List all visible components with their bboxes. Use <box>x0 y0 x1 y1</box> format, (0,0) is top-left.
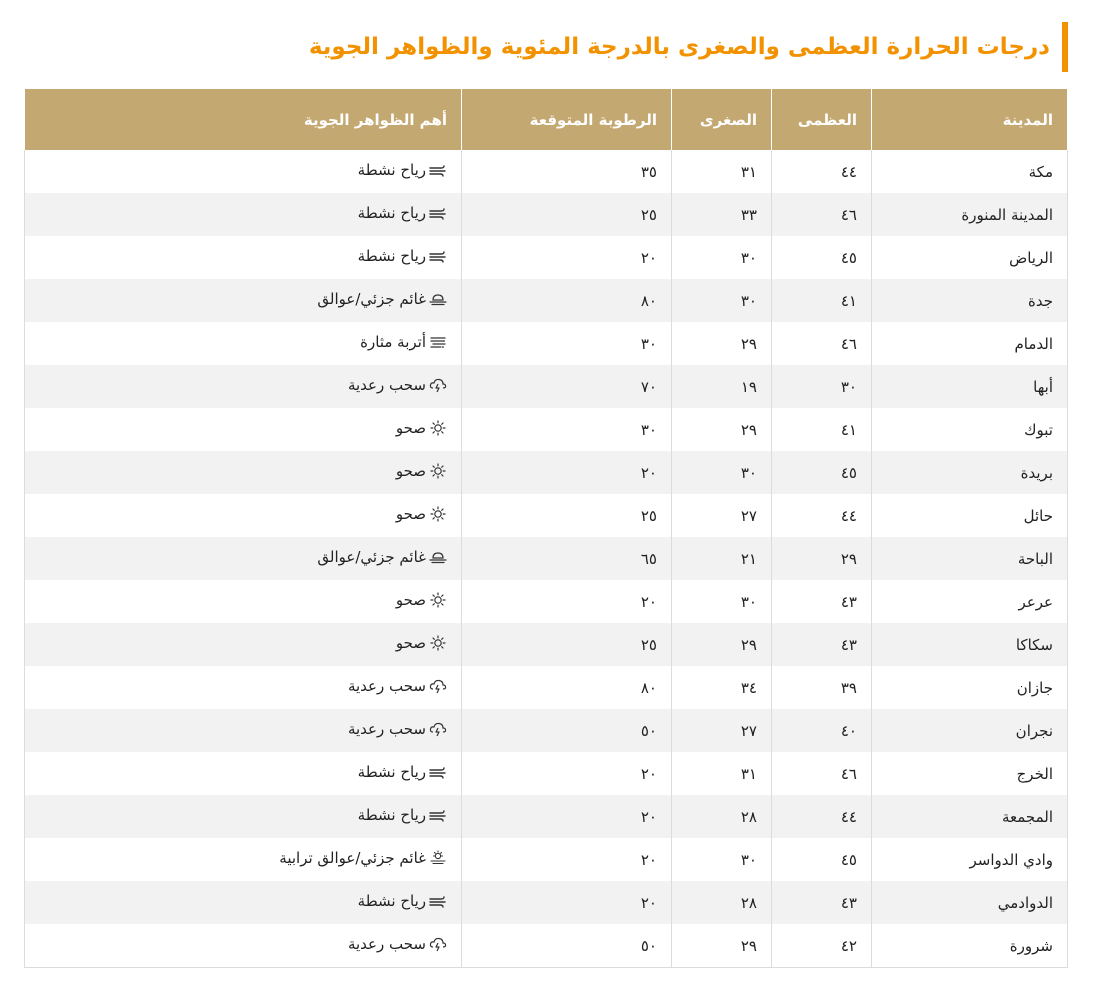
cell-city: حائل <box>872 494 1068 537</box>
cell-humidity: ٥٠ <box>462 924 672 968</box>
phenomenon <box>279 849 447 867</box>
wind-icon <box>429 205 447 221</box>
table-row <box>25 451 1068 494</box>
phenomenon <box>348 677 447 695</box>
sun-icon <box>429 635 447 651</box>
header-min: الصغرى <box>672 89 772 150</box>
cell-min-temp: ٣٠ <box>672 580 772 623</box>
cell-phenomenon <box>25 236 462 279</box>
phenomenon <box>348 376 447 394</box>
phenomenon <box>396 634 447 652</box>
table-row <box>25 709 1068 752</box>
table-row <box>25 752 1068 795</box>
thunder-cloud-icon <box>429 936 447 952</box>
cell-max-temp: ٤٣ <box>772 580 872 623</box>
table-row <box>25 623 1068 666</box>
title-accent-bar <box>1062 22 1068 72</box>
cell-city: جازان <box>872 666 1068 709</box>
cell-phenomenon <box>25 924 462 968</box>
table-row <box>25 322 1068 365</box>
table-row <box>25 838 1068 881</box>
cell-humidity: ٨٠ <box>462 279 672 322</box>
sun-icon <box>429 420 447 436</box>
cell-min-temp: ٣٠ <box>672 451 772 494</box>
cell-max-temp: ٤١ <box>772 279 872 322</box>
cell-min-temp: ٢٧ <box>672 494 772 537</box>
cell-max-temp: ٤٥ <box>772 451 872 494</box>
thunder-cloud-icon <box>429 678 447 694</box>
cell-max-temp: ٤٤ <box>772 795 872 838</box>
cell-city: الدوادمي <box>872 881 1068 924</box>
table-row <box>25 666 1068 709</box>
phenomenon-label: غائم جزئي/عوالق ترابية <box>279 849 426 867</box>
cell-city: الباحة <box>872 537 1068 580</box>
cell-phenomenon <box>25 322 462 365</box>
table-row <box>25 494 1068 537</box>
phenomenon <box>348 720 447 738</box>
phenomenon <box>358 204 447 222</box>
cell-city: الدمام <box>872 322 1068 365</box>
weather-table <box>24 89 1068 968</box>
cell-min-temp: ٣١ <box>672 752 772 795</box>
cell-min-temp: ٢٩ <box>672 322 772 365</box>
cell-city: سكاكا <box>872 623 1068 666</box>
cell-max-temp: ٤٤ <box>772 494 872 537</box>
table-row <box>25 150 1068 193</box>
wind-icon <box>429 248 447 264</box>
phenomenon-label: سحب رعدية <box>347 935 426 953</box>
phenomenon-label: رياح نشطة <box>357 763 426 781</box>
cell-city: نجران <box>872 709 1068 752</box>
cell-humidity: ٢٠ <box>462 838 672 881</box>
cell-city: الرياض <box>872 236 1068 279</box>
header-max: العظمى <box>772 89 872 150</box>
cell-min-temp: ٣٠ <box>672 838 772 881</box>
cell-city: شرورة <box>872 924 1068 968</box>
cell-min-temp: ٢٨ <box>672 795 772 838</box>
cell-city: تبوك <box>872 408 1068 451</box>
cell-min-temp: ٢٩ <box>672 924 772 968</box>
haze-icon <box>429 549 447 565</box>
cell-max-temp: ٤٠ <box>772 709 872 752</box>
phenomenon <box>396 462 447 480</box>
cell-humidity: ٧٠ <box>462 365 672 408</box>
cell-city: مكة <box>872 150 1068 193</box>
cell-max-temp: ٣٩ <box>772 666 872 709</box>
header-phenomena: أهم الظواهر الجوية <box>25 89 462 150</box>
cell-phenomenon <box>25 451 462 494</box>
phenomenon-label: غائم جزئي/عوالق <box>317 290 426 308</box>
phenomenon <box>360 333 447 351</box>
phenomenon <box>358 806 447 824</box>
phenomenon <box>358 892 447 910</box>
cell-min-temp: ٣١ <box>672 150 772 193</box>
phenomenon-label: غائم جزئي/عوالق <box>317 548 426 566</box>
phenomenon <box>396 591 447 609</box>
cell-phenomenon <box>25 365 462 408</box>
phenomenon-label: رياح نشطة <box>357 892 426 910</box>
table-row <box>25 279 1068 322</box>
phenomenon-label: رياح نشطة <box>357 247 426 265</box>
cell-humidity: ٦٥ <box>462 537 672 580</box>
sun-icon <box>429 592 447 608</box>
phenomenon <box>317 290 447 308</box>
cell-humidity: ٢٥ <box>462 623 672 666</box>
sun-icon <box>429 463 447 479</box>
cell-phenomenon <box>25 795 462 838</box>
cell-humidity: ٢٠ <box>462 451 672 494</box>
cell-min-temp: ٢١ <box>672 537 772 580</box>
phenomenon-label: سحب رعدية <box>347 720 426 738</box>
dust-icon <box>429 334 447 350</box>
cell-city: المدينة المنورة <box>872 193 1068 236</box>
phenomenon-label: رياح نشطة <box>357 204 426 222</box>
phenomenon-label: صحو <box>395 419 426 437</box>
cell-max-temp: ٤٣ <box>772 881 872 924</box>
wind-icon <box>429 162 447 178</box>
cell-phenomenon <box>25 279 462 322</box>
phenomenon-label: صحو <box>395 505 426 523</box>
table-row <box>25 580 1068 623</box>
cell-min-temp: ٢٧ <box>672 709 772 752</box>
cell-humidity: ٢٠ <box>462 580 672 623</box>
cell-phenomenon <box>25 537 462 580</box>
phenomenon <box>358 247 447 265</box>
cell-city: المجمعة <box>872 795 1068 838</box>
wind-icon <box>429 807 447 823</box>
cell-max-temp: ٤٦ <box>772 322 872 365</box>
cell-min-temp: ١٩ <box>672 365 772 408</box>
cell-phenomenon <box>25 408 462 451</box>
phenomenon-label: صحو <box>395 634 426 652</box>
cell-humidity: ٢٥ <box>462 193 672 236</box>
cell-humidity: ٣٥ <box>462 150 672 193</box>
header-humidity: الرطوبة المتوقعة <box>462 89 672 150</box>
phenomenon-label: سحب رعدية <box>347 677 426 695</box>
phenomenon <box>358 763 447 781</box>
cell-max-temp: ٤٣ <box>772 623 872 666</box>
cell-min-temp: ٣٤ <box>672 666 772 709</box>
phenomenon <box>396 419 447 437</box>
table-row <box>25 924 1068 968</box>
page-header <box>309 22 1068 72</box>
cell-max-temp: ٤١ <box>772 408 872 451</box>
cell-phenomenon <box>25 752 462 795</box>
cell-humidity: ٢٠ <box>462 236 672 279</box>
phenomenon <box>396 505 447 523</box>
cell-max-temp: ٤٥ <box>772 236 872 279</box>
cell-humidity: ٨٠ <box>462 666 672 709</box>
table-row <box>25 236 1068 279</box>
header-city: المدينة <box>872 89 1068 150</box>
table-row <box>25 537 1068 580</box>
table-row <box>25 193 1068 236</box>
cell-phenomenon <box>25 580 462 623</box>
page-title: درجات الحرارة العظمى والصغرى بالدرجة المئوية والظواهر الجوية <box>308 34 1050 60</box>
wind-icon <box>429 764 447 780</box>
cell-max-temp: ٤٢ <box>772 924 872 968</box>
phenomenon-label: صحو <box>395 591 426 609</box>
cell-min-temp: ٣٠ <box>672 236 772 279</box>
table-row <box>25 408 1068 451</box>
cell-humidity: ٢٠ <box>462 752 672 795</box>
wind-icon <box>429 893 447 909</box>
haze-icon <box>429 291 447 307</box>
phenomenon-label: رياح نشطة <box>357 161 426 179</box>
cell-max-temp: ٤٦ <box>772 193 872 236</box>
table-row <box>25 795 1068 838</box>
cell-city: بريدة <box>872 451 1068 494</box>
cell-city: عرعر <box>872 580 1068 623</box>
cell-city: أبها <box>872 365 1068 408</box>
cell-max-temp: ٤٥ <box>772 838 872 881</box>
phenomenon <box>348 935 447 953</box>
cell-humidity: ٢٥ <box>462 494 672 537</box>
cell-max-temp: ٤٤ <box>772 150 872 193</box>
cell-min-temp: ٢٩ <box>672 408 772 451</box>
table-row <box>25 365 1068 408</box>
cell-phenomenon <box>25 709 462 752</box>
thunder-cloud-icon <box>429 721 447 737</box>
cell-humidity: ٣٠ <box>462 322 672 365</box>
table-header-row <box>25 89 1068 150</box>
phenomenon <box>358 161 447 179</box>
cell-phenomenon <box>25 150 462 193</box>
cell-humidity: ٢٠ <box>462 795 672 838</box>
cell-phenomenon <box>25 666 462 709</box>
cell-phenomenon <box>25 193 462 236</box>
cell-phenomenon <box>25 623 462 666</box>
cell-max-temp: ٢٩ <box>772 537 872 580</box>
cell-min-temp: ٢٨ <box>672 881 772 924</box>
phenomenon-label: سحب رعدية <box>347 376 426 394</box>
sun-icon <box>429 506 447 522</box>
cell-min-temp: ٣٠ <box>672 279 772 322</box>
thunder-cloud-icon <box>429 377 447 393</box>
cell-city: جدة <box>872 279 1068 322</box>
phenomenon <box>317 548 447 566</box>
cell-humidity: ٣٠ <box>462 408 672 451</box>
cell-humidity: ٢٠ <box>462 881 672 924</box>
cell-city: وادي الدواسر <box>872 838 1068 881</box>
cell-min-temp: ٣٣ <box>672 193 772 236</box>
cell-phenomenon <box>25 838 462 881</box>
phenomenon-label: صحو <box>395 462 426 480</box>
phenomenon-label: رياح نشطة <box>357 806 426 824</box>
cell-max-temp: ٣٠ <box>772 365 872 408</box>
cell-min-temp: ٢٩ <box>672 623 772 666</box>
cell-city: الخرج <box>872 752 1068 795</box>
table-body <box>25 150 1068 968</box>
cell-phenomenon <box>25 494 462 537</box>
cell-max-temp: ٤٦ <box>772 752 872 795</box>
partly-cloudy-dust-icon <box>429 850 447 866</box>
cell-humidity: ٥٠ <box>462 709 672 752</box>
cell-phenomenon <box>25 881 462 924</box>
phenomenon-label: أتربة مثارة <box>360 333 426 351</box>
table-row <box>25 881 1068 924</box>
